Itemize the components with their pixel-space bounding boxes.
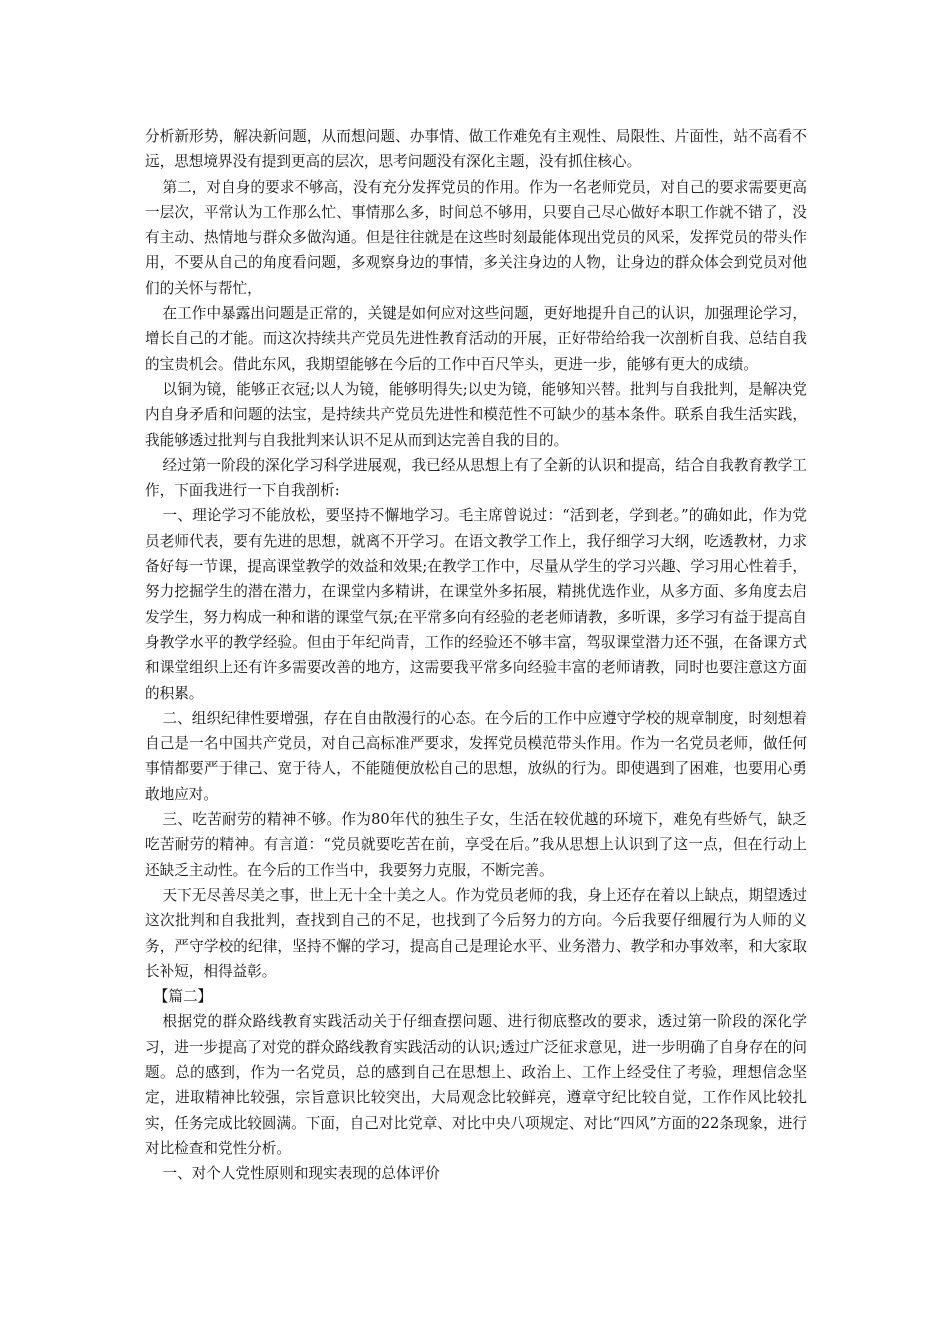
paragraph-point-three-hardship: 三、吃苦耐劳的精神不够。作为80年代的独生子女，生活在较优越的环境下，难免有些娇气，缺乏吃苦耐劳的精神。有言道：“党员就要吃苦在前，享受在后。”我从思想上认识到了这一点，但在行动上还缺乏主动性。在今后的工作当中，我要努力克服，不断完善。	[145, 811, 807, 879]
paragraph-part-two-intro: 根据党的群众路线教育实践活动关于仔细查摆问题、进行彻底整改的要求，透过第一阶段的深化学习，进一步提高了对党的群众路线教育实践活动的认识;透过广泛征求意见，进一步明确了自身存在的问题。总的感到，作为一名党员，总的感到自己在思想上、政治上、工作上经受住了考验，理想信念坚定，进取精神比较强，宗旨意识比较突出，大局观念比较鲜亮，遵章守纪比较自觉，工作作风比较扎实，任务完成比较圆满。下面，自己对比党章、对比中央八项规定、对比“四风”方面的22条现象，进行对比检查和党性分析。	[145, 1013, 807, 1157]
paragraph-point-one-study: 一、理论学习不能放松，要坚持不懈地学习。毛主席曾说过：“活到老，学到老。”的确如此，作为党员老师代表，要有先进的思想，就离不开学习。在语文教学工作上，我仔细学习大纲，吃透教材，力求备好每一节课，提高课堂教学的效益和效果;在教学工作中，尽量从学生的学习兴趣、学习用心性着手，努力挖掘学生的潜在潜力，在课堂内多精讲，在课堂外多拓展，精挑优选作业，从多方面、多角度去启发学生，努力构成一种和谐的课堂气氛;在平常多向有经验的老老师请教，多听课，多学习有益于提高自身教学水平的教学经验。但由于年纪尚青，工作的经验还不够丰富，驾驭课堂潜力还不强，在备课方式和课堂组织上还有许多需要改善的地方，这需要我平常多向经验丰富的老师请教，同时也要注意这方面的积累。	[145, 507, 807, 702]
paragraph-mirror-quote: 以铜为镜，能够正衣冠;以人为镜，能够明得失;以史为镜，能够知兴替。批判与自我批判，是解决党内自身矛盾和问题的法宝，是持续共产党员先进性和模范性不可缺少的基本条件。联系自我生活实践，我能够透过批判与自我批判来认识不足从而到达完善自我的目的。	[145, 380, 807, 449]
document-body	[145, 124, 807, 1186]
paragraph-point-two-discipline: 二、组织纪律性要增强，存在自由散漫行的心态。在今后的工作中应遵守学校的规章制度，时刻想着自己是一名中国共产党员，对自己高标准严要求，发挥党员模范带头作用。作为一名党员老师，做任何事情都要严于律己、宽于待人，不能随便放松自己的思想，放纵的行为。即使遇到了困难，也要用心勇敢地应对。	[145, 709, 807, 803]
section-heading-part-two: 【篇二】	[153, 988, 213, 1006]
paragraph-self-analysis-intro: 经过第一阶段的深化学习科学进展观，我已经从思想上有了全新的认识和提高，结合自我教育教学工作，下面我进行一下自我剖析:	[145, 456, 807, 500]
paragraph-conclusion: 天下无尽善尽美之事，世上无十全十美之人。作为党员老师的我，身上还存在着以上缺点，期望透过这次批判和自我批判，查找到自己的不足，也找到了今后努力的方向。今后我要仔细履行为人师的义务，严守学校的纪律，坚持不懈的学习，提高自己是理论水平、业务潜力、教学和办事效率，和大家取长补短，相得益彰。	[145, 886, 807, 980]
paragraph-second-point: 第二，对自身的要求不够高，没有充分发挥党员的作用。作为一名老师党员，对自己的要求需要更高一层次，平常认为工作那么忙、事情那么多，时间总不够用，只要自己尽心做好本职工作就不错了，没有主动、热情地与群众多做沟通。但是往往就是在这些时刻最能体现出党员的风采，发挥党员的带头作用，不要从自己的角度看问题，多观察身边的事情，多关注身边的人物，让身边的群众体会到党员对他们的关怀与帮忙，	[145, 178, 807, 297]
paragraph-continuation: 分析新形势，解决新问题，从而想问题、办事情、做工作难免有主观性、局限性、片面性，站不高看不远，思想境界没有提到更高的层次，思考问题没有深化主题，没有抓住核心。	[145, 128, 807, 171]
paragraph-part-two-subheading: 一、对个人党性原则和现实表现的总体评价	[162, 1165, 440, 1183]
paragraph-work-problems: 在工作中暴露出问题是正常的，关键是如何应对这些问题，更好地提升自己的认识，加强理论学习，增长自己的才能。而这次持续共产党员先进性教育活动的开展，正好带给给我一次剖析自我、总结自我的宝贵机会。借此东风，我期望能够在今后的工作中百尺竿头，更进一步，能够有更大的成绩。	[145, 305, 807, 373]
